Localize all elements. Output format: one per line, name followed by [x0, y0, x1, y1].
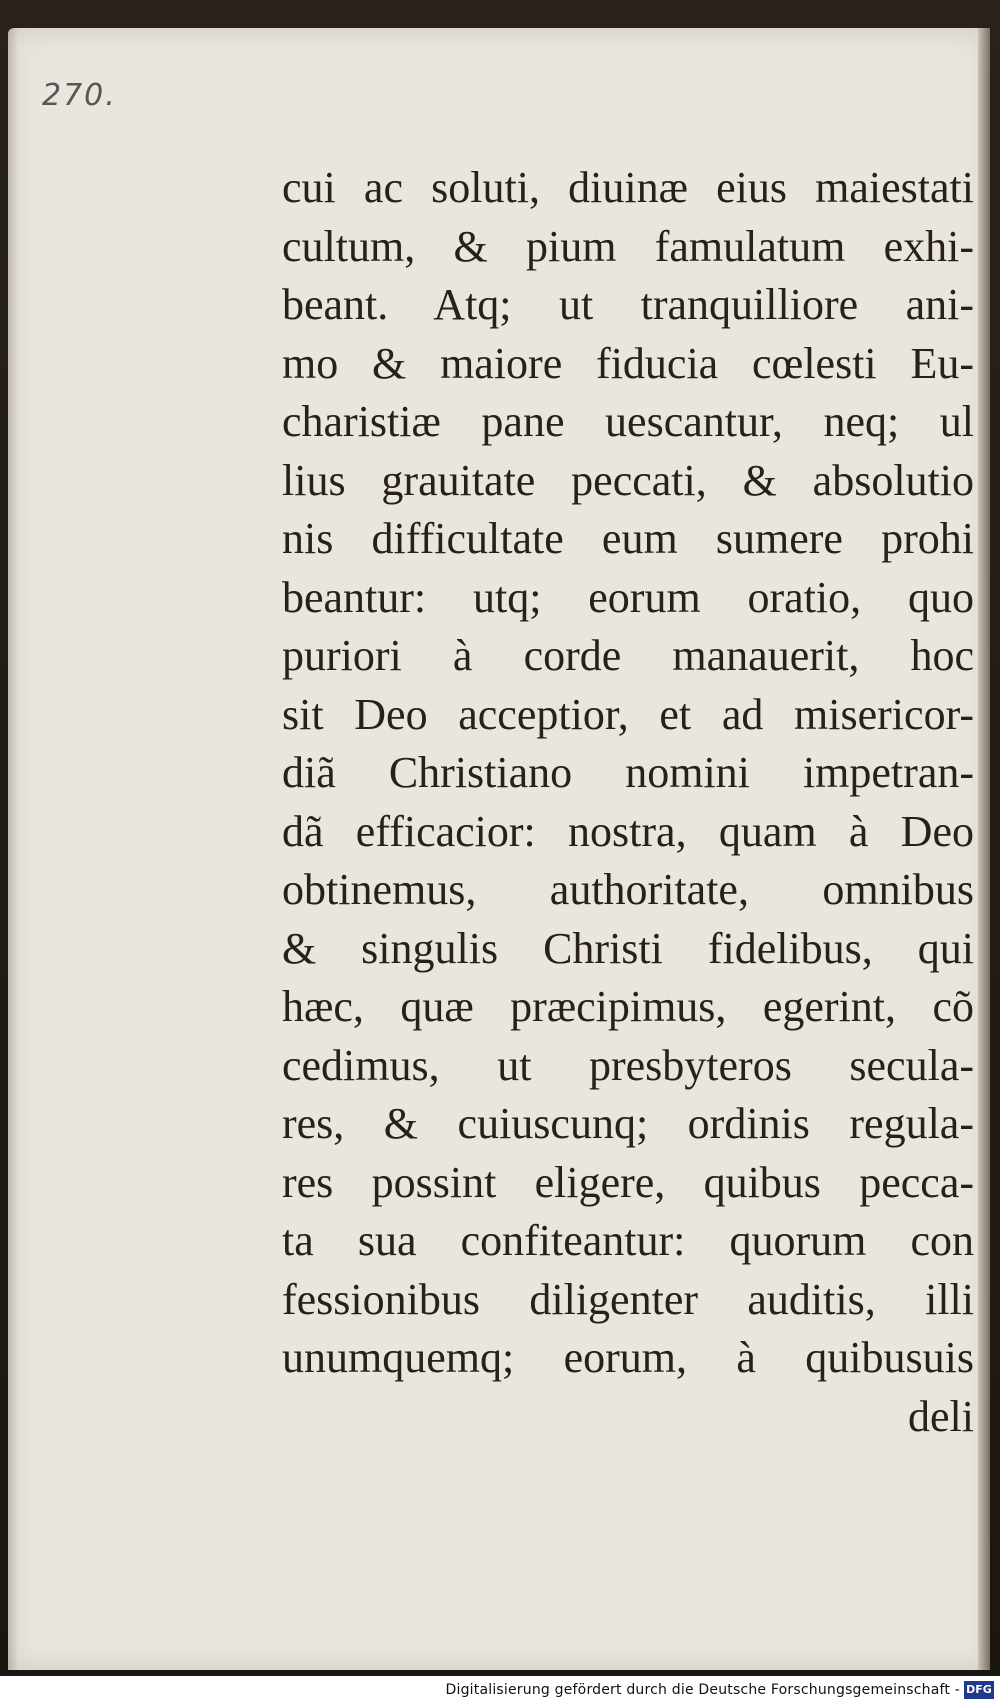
catchword: deli	[908, 1391, 974, 1441]
text-line: puriori à corde manauerit, hoc	[282, 631, 974, 680]
text-line: ta sua confiteantur: quorum con	[282, 1216, 974, 1265]
text-line: lius grauitate peccati, & absolutio	[282, 455, 974, 505]
text-line: beant. Atq; ut tranquilliore ani-	[282, 280, 974, 329]
text-line: beantur: utq; eorum oratio, quo	[282, 572, 974, 622]
text-line: obtinemus, authoritate, omnibus	[282, 865, 974, 914]
text-line: dã efficacior: nostra, quam à Deo	[282, 806, 974, 856]
text-line: hæc, quæ præcipimus, egerint, cõ	[282, 982, 974, 1031]
folio-number: 270.	[42, 78, 117, 113]
funding-credit: Digitalisierung gefördert durch die Deutsche Forschungsgemeinschaft -	[445, 1682, 960, 1698]
text-line: res possint eligere, quibus pecca-	[282, 1157, 974, 1207]
text-line: cui ac soluti, diuinæ eius maiestati	[282, 163, 974, 212]
digitization-footer	[0, 1676, 1000, 1708]
dfg-logo: DFG	[964, 1681, 994, 1699]
text-line: nis difficultate eum sumere prohi	[282, 514, 974, 563]
text-line: fessionibus diligenter auditis, illi	[282, 1274, 974, 1324]
text-line: diã Christiano nomini impetran-	[282, 748, 974, 797]
text-line: charistiæ pane uescantur, neq; ul	[282, 397, 974, 446]
page-edge	[978, 28, 990, 1670]
text-line: cultum, & pium famulatum exhi-	[282, 221, 974, 271]
text-line: mo & maiore fiducia cœlesti Eu-	[282, 338, 974, 388]
body-text	[282, 159, 974, 1446]
text-line: & singulis Christi fidelibus, qui	[282, 923, 974, 973]
text-line: unumquemq; eorum, à quibusuis	[282, 1333, 974, 1382]
text-line: sit Deo acceptior, et ad misericor-	[282, 689, 974, 739]
text-line: cedimus, ut presbyteros secula-	[282, 1040, 974, 1090]
text-line: res, & cuiuscunq; ordinis regula-	[282, 1099, 974, 1148]
book-page	[8, 28, 990, 1670]
